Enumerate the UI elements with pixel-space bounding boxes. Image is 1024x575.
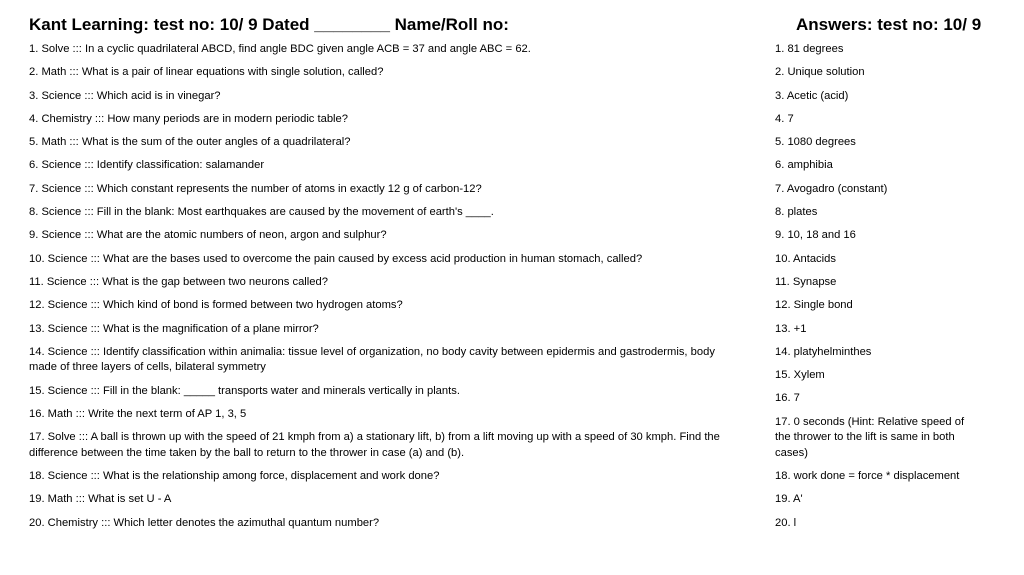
answer-item: 11. Synapse (775, 275, 837, 288)
question-item: 4. Chemistry ::: How many periods are in modern periodic table? (29, 112, 348, 125)
question-item: 7. Science ::: Which constant represents the number of atoms in exactly 12 g of carbon-12? (29, 182, 482, 195)
question-item: 16. Math ::: Write the next term of AP 1, 3, 5 (29, 407, 247, 420)
answer-item: 14. platyhelminthes (775, 345, 872, 358)
question-item: 3. Science ::: Which acid is in vinegar? (29, 89, 221, 102)
question-item: 11. Science ::: What is the gap between two neurons called? (29, 275, 328, 288)
answer-item: 17. 0 seconds (Hint: Relative speed of the thrower to the lift is same in both cases) (775, 415, 965, 459)
answer-item: 3. Acetic (acid) (775, 89, 849, 102)
question-item: 19. Math ::: What is set U - A (29, 493, 172, 506)
question-item: 18. Science ::: What is the relationship among force, displacement and work done? (29, 470, 440, 483)
answer-item: 10. Antacids (775, 252, 836, 265)
answer-item: 18. work done = force * displacement (775, 470, 960, 483)
question-item: 1. Solve ::: In a cyclic quadrilateral ABCD, find angle BDC given angle ACB = 37 and angle ABC = 62. (29, 43, 531, 55)
answer-item: 7. Avogadro (constant) (775, 182, 888, 195)
answer-item: 6. amphibia (775, 159, 833, 172)
answer-list (775, 42, 970, 539)
answer-item: 8. plates (775, 206, 818, 219)
answer-item: 16. 7 (775, 392, 800, 405)
answer-item: 12. Single bond (775, 299, 853, 312)
answer-item: 5. 1080 degrees (775, 136, 856, 149)
question-item: 6. Science ::: Identify classification: salamander (29, 159, 265, 172)
question-list (29, 42, 729, 539)
question-item: 12. Science ::: Which kind of bond is formed between two hydrogen atoms? (29, 299, 403, 312)
question-item: 15. Science ::: Fill in the blank: _____ transports water and minerals vertically in plants. (29, 384, 460, 397)
question-item: 20. Chemistry ::: Which letter denotes the azimuthal quantum number? (29, 516, 380, 529)
answers-title: Answers: test no: 10/ 9 (796, 15, 982, 34)
answer-item: 20. l (775, 516, 797, 529)
question-item: 10. Science ::: What are the bases used to overcome the pain caused by excess acid production in human stomach, called? (29, 252, 643, 265)
question-item: 9. Science ::: What are the atomic numbers of neon, argon and sulphur? (29, 229, 387, 242)
answer-item: 15. Xylem (775, 369, 825, 382)
question-item: 2. Math ::: What is a pair of linear equations with single solution, called? (29, 66, 384, 79)
answer-item: 2. Unique solution (775, 66, 865, 79)
test-title: Kant Learning: test no: 10/ 9 Dated ________ Name/Roll no: (29, 15, 509, 34)
question-item: 8. Science ::: Fill in the blank: Most earthquakes are caused by the movement of earth's ____. (29, 206, 494, 219)
question-item: 14. Science ::: Identify classification within animalia: tissue level of organization, no body cavity between epidermis and gastrodermis, body made of three layers of cells, bilateral symmetry (29, 345, 715, 374)
answer-item: 19. A' (775, 493, 803, 506)
question-item: 13. Science ::: What is the magnification of a plane mirror? (29, 322, 319, 335)
answer-item: 9. 10, 18 and 16 (775, 229, 856, 242)
answer-item: 4. 7 (775, 112, 794, 125)
answer-item: 13. +1 (775, 322, 807, 335)
question-item: 5. Math ::: What is the sum of the outer angles of a quadrilateral? (29, 136, 351, 149)
question-item: 17. Solve ::: A ball is thrown up with the speed of 21 kmph from a) a stationary lift, b) from a lift moving up with a speed of 30 kmph. Find the difference between the time taken by the ball to return to the thrower in case (a) and (b). (29, 431, 720, 459)
answer-item: 1. 81 degrees (775, 43, 844, 55)
